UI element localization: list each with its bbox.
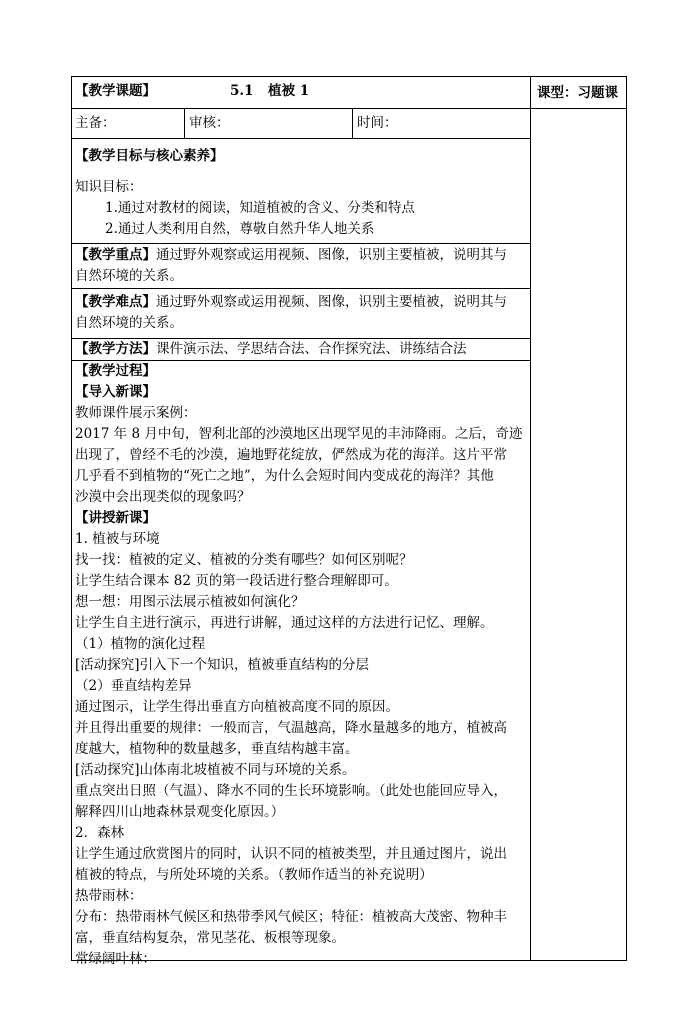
lecture-line: 让学生结合课本 82 页的第一段话进行整合理解即可。 xyxy=(75,573,398,589)
objective-item: 1.通过对教材的阅读，知道植被的含义、分类和特点 xyxy=(105,200,415,216)
process-heading: 【教学过程】 xyxy=(75,363,156,379)
intro-line: 几乎看不到植物的“死亡之地”，为什么会短时间内变成花的海洋？其他 xyxy=(75,468,494,484)
row-divider xyxy=(71,138,530,139)
time-label: 时间： xyxy=(357,115,398,131)
lecture-line: [活动探究]山体南北坡植被不同与环境的关系。 xyxy=(75,762,356,778)
difficulties-section xyxy=(75,292,527,334)
objectives-heading: 【教学目标与核心素养】 xyxy=(75,148,224,164)
preparer-label: 主备： xyxy=(75,115,116,131)
lecture-heading: 【讲授新课】 xyxy=(75,510,156,526)
lecture-line: 通过图示，让学生得出垂直方向植被高度不同的原因。 xyxy=(75,699,399,715)
lesson-plan-table xyxy=(71,76,627,967)
difficulties-text: 通过野外观察或运用视频、图像，识别主要植被，说明其与 xyxy=(156,294,507,310)
lecture-line: 度越大，植物种的数量越多，垂直结构越丰富。 xyxy=(75,741,359,757)
lesson-label: 【教学课题】 xyxy=(75,83,156,99)
intro-line: 2017 年 8 月中旬，智利北部的沙漠地区出现罕见的丰沛降雨。之后，奇迹 xyxy=(75,426,523,442)
column-divider xyxy=(184,108,185,138)
process-section xyxy=(75,361,527,970)
lecture-line: 2．森林 xyxy=(75,825,125,841)
methods-label: 【教学方法】 xyxy=(75,341,156,357)
lecture-line: 植被的特点，与所处环境的关系。（教师作适当的补充说明） xyxy=(75,867,433,883)
lecture-line: 常绿阔叶林： xyxy=(75,951,156,967)
objective-item: 2.通过人类利用自然，尊敬自然升华人地关系 xyxy=(105,221,375,237)
row-divider xyxy=(71,243,530,244)
lecture-line: （2）垂直结构差异 xyxy=(75,678,192,694)
intro-line: 沙漠中会出现类似的现象吗？ xyxy=(75,489,251,505)
reviewer-label: 审核： xyxy=(189,115,230,131)
lesson-type: 课型：习题课 xyxy=(537,85,618,101)
intro-line: 教师课件展示案例： xyxy=(75,405,197,421)
lecture-line: 热带雨林： xyxy=(75,888,143,904)
objectives-section xyxy=(75,146,527,240)
lecture-line: 让学生自主进行演示，再进行讲解，通过这样的方法进行记忆、理解。 xyxy=(75,615,494,631)
lecture-line: 重点突出日照（气温）、降水不同的生长环境影响。（此处也能回应导入， xyxy=(75,783,507,799)
lecture-line: 解释四川山地森林景观变化原因。） xyxy=(75,804,285,820)
lecture-line: [活动探究]引入下一个知识，植被垂直结构的分层 xyxy=(75,657,370,673)
lecture-line: 富，垂直结构复杂，常见茎花、板根等现象。 xyxy=(75,930,345,946)
lecture-line: 想一想：用图示法展示植被如何演化？ xyxy=(75,594,305,610)
methods-section xyxy=(75,339,527,360)
column-divider xyxy=(530,76,531,961)
lecture-line: 并且得出重要的规律：一般而言，气温越高，降水量越多的地方，植被高 xyxy=(75,720,507,736)
column-divider xyxy=(352,108,353,138)
lesson-number: 5.1 xyxy=(230,83,254,99)
intro-heading: 【导入新课】 xyxy=(75,384,156,400)
lecture-line: 分布：热带雨林气候区和热带季风气候区；特征：植被高大茂密、物种丰 xyxy=(75,909,507,925)
lecture-line: （1）植物的演化过程 xyxy=(75,636,206,652)
row-divider xyxy=(71,288,530,289)
key-points-text: 自然环境的关系。 xyxy=(75,268,183,284)
lecture-line: 找一找：植被的定义、植被的分类有哪些？如何区别呢？ xyxy=(75,552,413,568)
lecture-line: 让学生通过欣赏图片的同时，认识不同的植被类型，并且通过图片，说出 xyxy=(75,846,507,862)
key-points-text: 通过野外观察或运用视频、图像，识别主要植被，说明其与 xyxy=(156,247,507,263)
key-points-label: 【教学重点】 xyxy=(75,247,156,263)
lecture-line: 1. 植被与环境 xyxy=(75,531,160,547)
methods-text: 课件演示法、学思结合法、合作探究法、讲练结合法 xyxy=(156,341,467,357)
difficulties-text: 自然环境的关系。 xyxy=(75,315,183,331)
lesson-title: 植被 1 xyxy=(268,83,310,99)
row-divider xyxy=(71,108,627,109)
difficulties-label: 【教学难点】 xyxy=(75,294,156,310)
key-points-section xyxy=(75,245,527,287)
intro-line: 出现了，曾经不毛的沙漠，遍地野花绽放，俨然成为花的海洋。这片平常 xyxy=(75,447,507,463)
knowledge-label: 知识目标： xyxy=(75,179,143,195)
